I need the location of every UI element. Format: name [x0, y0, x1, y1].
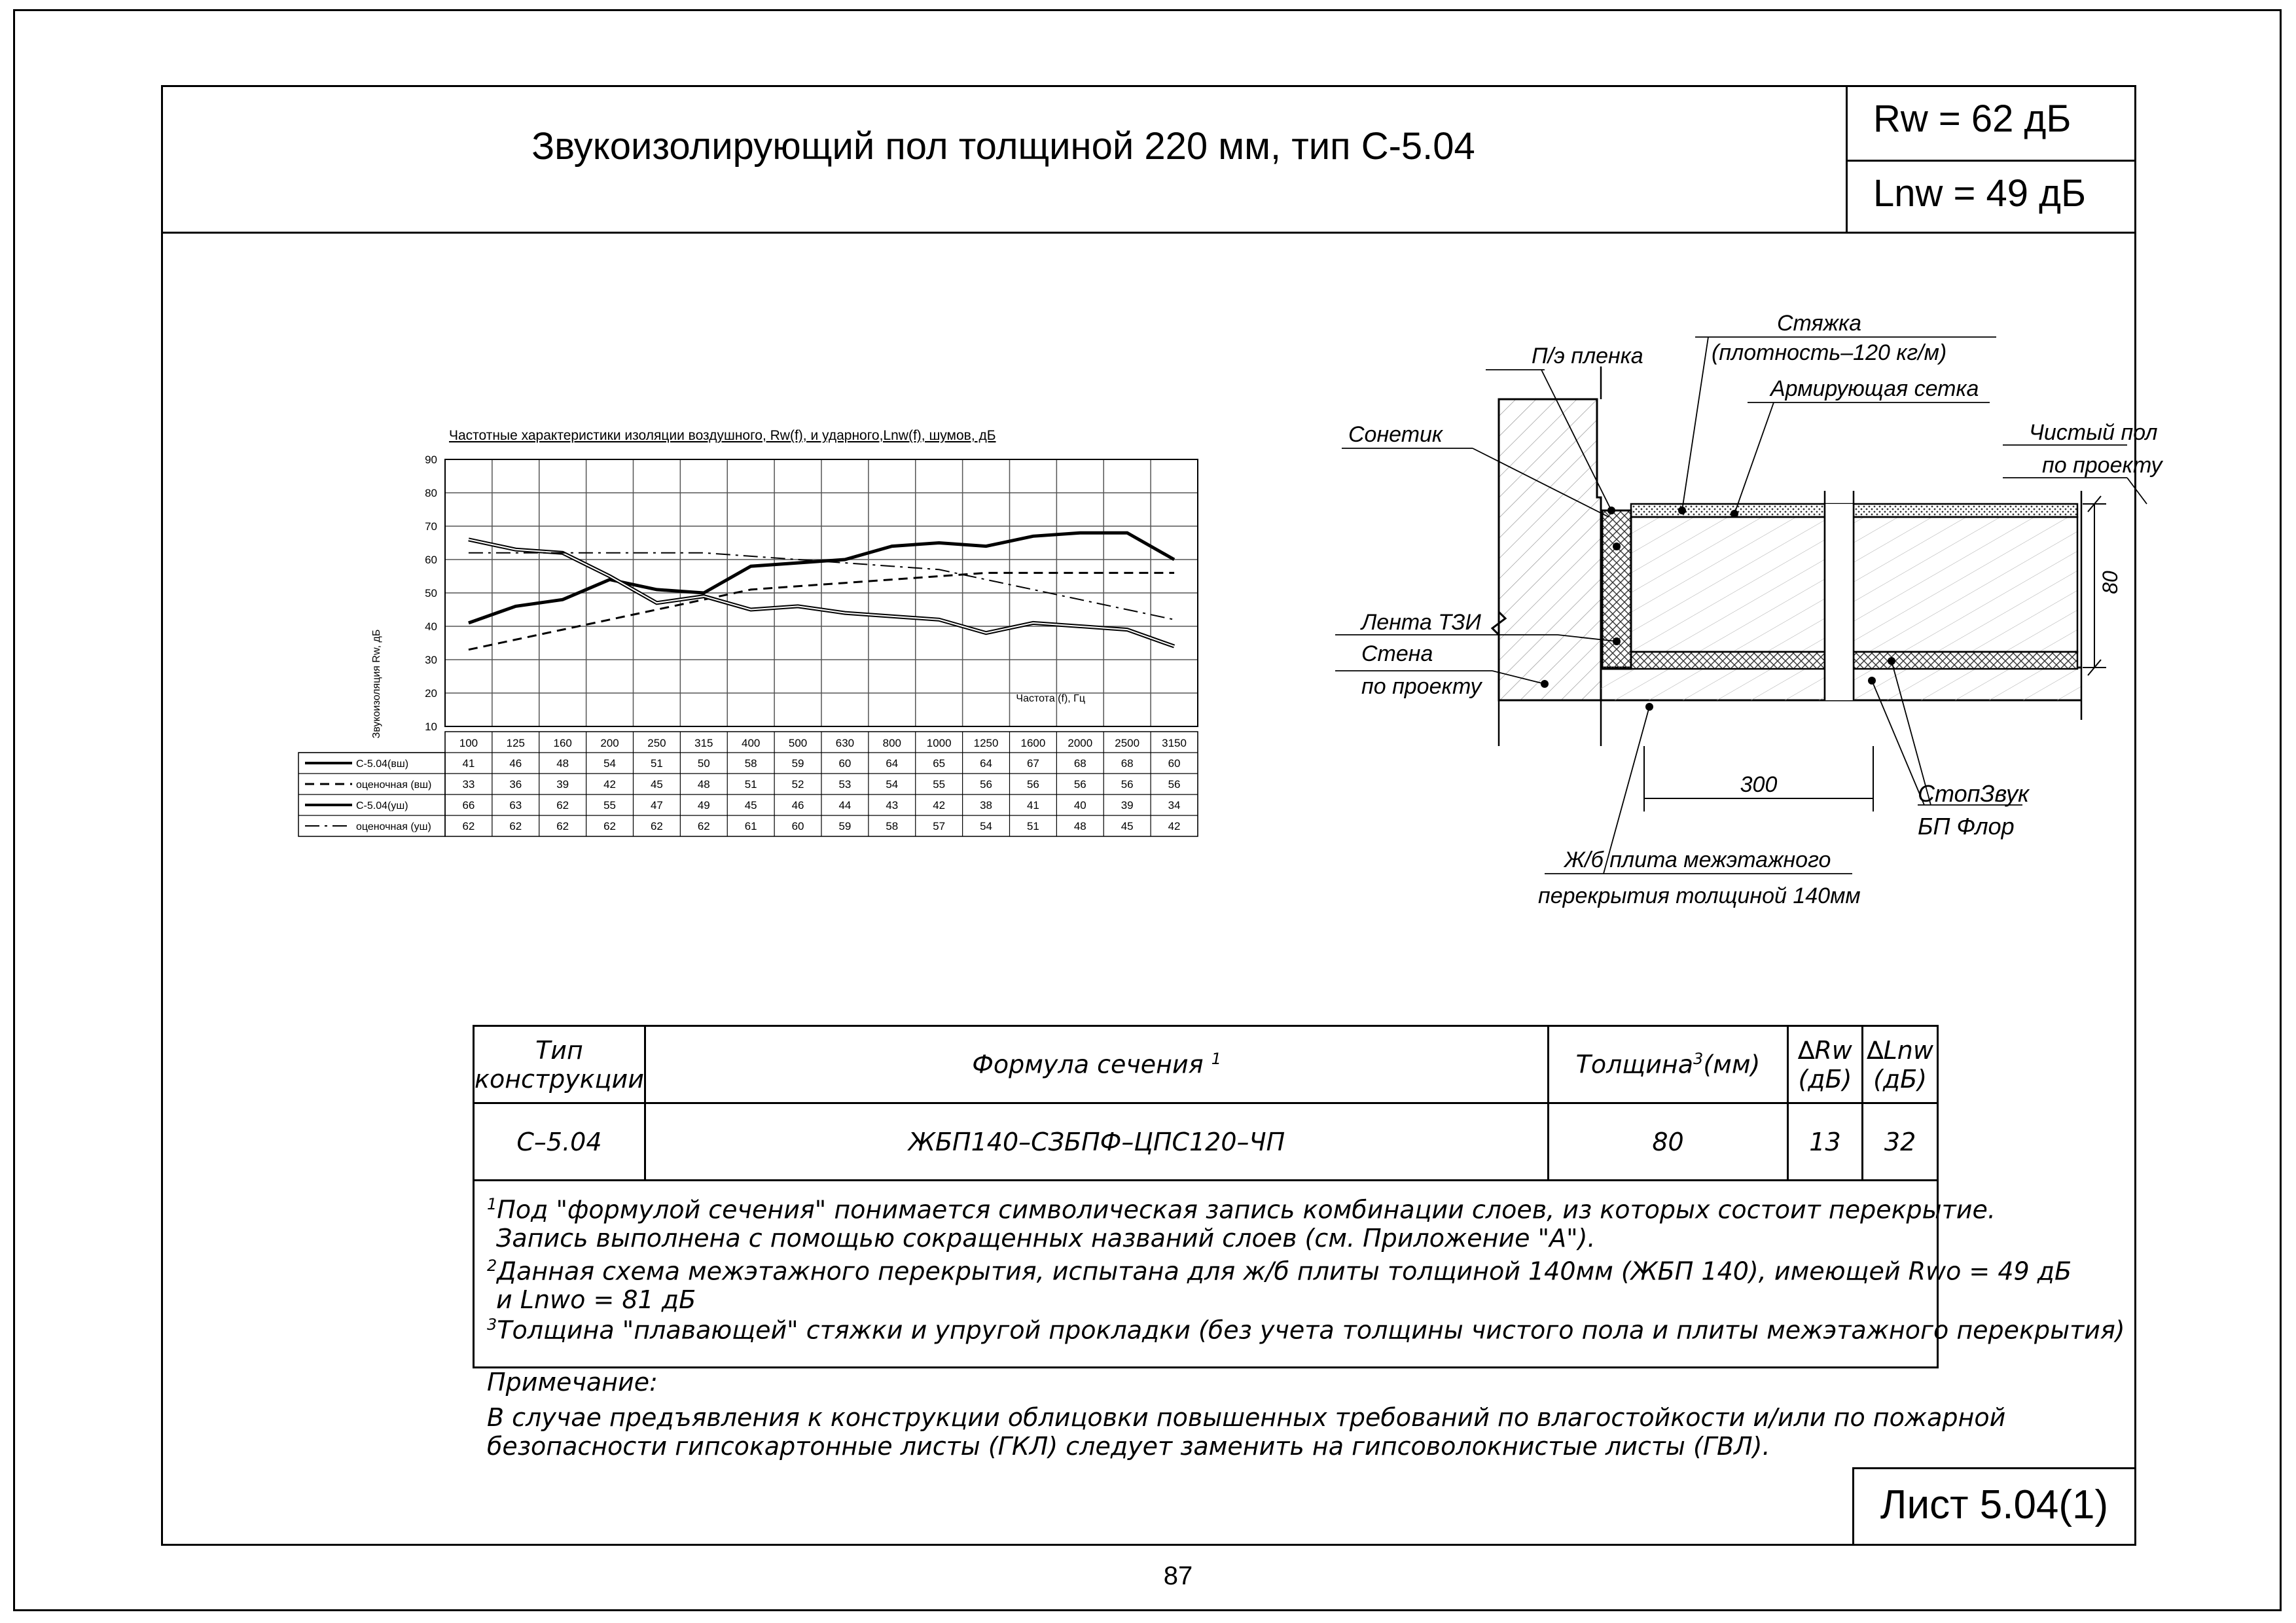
data-label: 60	[838, 757, 852, 770]
y-tick-label: 50	[425, 587, 437, 599]
data-label: 40	[1073, 799, 1086, 812]
data-label: 62	[509, 820, 522, 832]
data-label: 39	[556, 778, 569, 791]
col-drw-header-line1: ∆Rw	[1797, 1035, 1852, 1065]
footnote-3-text: Толщина "плавающей" стяжки и упругой прокладки (без учета толщины чистого пола и плиты межэтажного перекрытия)	[497, 1315, 2125, 1345]
page-title: Звукоизолирующий пол толщиной 220 мм, тип С-5.04	[531, 125, 1475, 168]
x-tick-label: 500	[788, 737, 808, 749]
x-tick-label: 100	[459, 737, 478, 749]
data-label: 68	[1121, 757, 1134, 770]
x-tick-label: 315	[694, 737, 713, 749]
footnote-1-sup: 1	[487, 1195, 497, 1213]
data-label: 45	[744, 799, 757, 812]
legend-label-1: С-5.04(вш)	[356, 758, 409, 770]
x-tick-label: 1250	[973, 737, 999, 749]
page-number: 87	[1163, 1561, 1193, 1590]
data-label: 45	[1121, 820, 1134, 832]
data-label: 56	[1026, 778, 1039, 791]
data-label: 50	[697, 757, 710, 770]
y-tick-label: 70	[425, 520, 437, 533]
data-label: 48	[556, 757, 569, 770]
footnote-2-sup: 2	[487, 1257, 497, 1275]
wall-section	[1492, 399, 1601, 700]
data-label: 41	[1026, 799, 1039, 812]
y-tick-label: 80	[425, 487, 437, 499]
x-tick-label: 800	[882, 737, 901, 749]
table-row	[474, 1103, 1938, 1181]
data-label: 42	[1168, 820, 1181, 832]
note-line-2: безопасности гипсокартонные листы (ГКЛ) следует заменить на гипсоволокнистые листы (ГВЛ).	[487, 1432, 1770, 1461]
x-tick-label: 125	[506, 737, 525, 749]
data-label: 46	[509, 757, 522, 770]
data-label: 62	[556, 820, 569, 832]
header-divider	[161, 232, 2136, 234]
label-sonetik: Сонетик	[1348, 422, 1443, 447]
label-mesh: Армирующая сетка	[1770, 376, 1979, 401]
x-tick-label: 2000	[1067, 737, 1093, 749]
data-label: 64	[886, 757, 899, 770]
data-label: 49	[697, 799, 710, 812]
x-tick-label: 1000	[926, 737, 952, 749]
data-label: 57	[933, 820, 946, 832]
data-label: 33	[462, 778, 475, 791]
rw-lnw-divider	[1846, 160, 2136, 162]
data-label: 62	[556, 799, 569, 812]
data-label: 59	[791, 757, 804, 770]
data-label: 56	[1073, 778, 1086, 791]
data-label: 41	[462, 757, 475, 770]
y-tick-label: 10	[425, 721, 437, 733]
chart-grid	[445, 459, 1198, 726]
footnote-1-text: Под "формулой сечения" понимается символическая запись комбинации слоев, из которых состоит перекрытие.	[497, 1195, 1996, 1224]
data-label: 63	[509, 799, 522, 812]
data-label: 58	[886, 820, 899, 832]
data-label: 62	[650, 820, 663, 832]
x-tick-label: 400	[742, 737, 761, 749]
col-drw-header-line2: (дБ)	[1798, 1064, 1852, 1094]
footnote-2-text: Данная схема межэтажного перекрытия, испытана для ж/б плиты толщиной 140мм (ЖБП 140), имеющей Rwo = 49 дБ	[497, 1257, 2072, 1286]
data-label: 56	[980, 778, 993, 791]
chart-title: Частотные характеристики изоляции воздушного, Rw(f), и ударного,Lnw(f), шумов, дБ	[449, 428, 996, 443]
data-label: 39	[1121, 799, 1134, 812]
label-slab-2: перекрытия толщиной 140мм	[1538, 883, 1861, 908]
label-slab-1: Ж/б плита межэтажного	[1564, 847, 1831, 872]
data-label: 51	[650, 757, 663, 770]
cell-thickness: 80	[1549, 1103, 1787, 1181]
label-pe-film: П/э пленка	[1532, 344, 1643, 368]
x-tick-label: 200	[600, 737, 619, 749]
data-label: 55	[603, 799, 617, 812]
data-label: 54	[980, 820, 993, 832]
lnw-value: Lnw = 49 дБ	[1873, 172, 2087, 215]
data-label: 66	[462, 799, 475, 812]
cell-type: С–5.04	[474, 1103, 645, 1181]
label-finish-floor-2: по проекту	[2042, 453, 2162, 478]
col-formula-header	[645, 1026, 1548, 1103]
data-label: 43	[886, 799, 899, 812]
data-label: 62	[462, 820, 475, 832]
data-label: 62	[697, 820, 710, 832]
dim-80-label: 80	[2098, 571, 2122, 594]
label-tape: Лента ТЗИ	[1361, 610, 1481, 635]
data-label: 34	[1168, 799, 1181, 812]
col-formula-header-sup: 1	[1211, 1050, 1221, 1069]
y-tick-label: 60	[425, 554, 437, 566]
col-dlnw-header-line2: (дБ)	[1873, 1064, 1928, 1094]
label-wall-2: по проекту	[1361, 674, 1482, 699]
data-label: 46	[791, 799, 804, 812]
data-label: 48	[1073, 820, 1086, 832]
data-label: 58	[744, 757, 757, 770]
data-label: 60	[1168, 757, 1181, 770]
col-thickness-header-text: Толщина	[1575, 1050, 1694, 1079]
note-heading: Примечание:	[487, 1368, 658, 1397]
data-label: 54	[886, 778, 899, 791]
y-tick-label: 90	[425, 454, 437, 466]
data-label: 56	[1121, 778, 1134, 791]
label-wall-1: Стена	[1361, 641, 1433, 666]
col-drw-header	[1787, 1026, 1862, 1103]
col-thickness-header	[1549, 1026, 1787, 1103]
y-tick-label: 30	[425, 654, 437, 666]
chart-data-table	[298, 732, 1198, 836]
col-dlnw-header	[1863, 1026, 1938, 1103]
data-label: 42	[933, 799, 946, 812]
data-label: 59	[838, 820, 852, 832]
header-vertical-divider	[1846, 85, 1848, 233]
label-stopzvuk-2: БП Флор	[1918, 813, 2015, 840]
footnote-1-line-1	[487, 1195, 1996, 1224]
col-type-header	[474, 1026, 645, 1103]
data-label: 55	[933, 778, 946, 791]
label-stopzvuk-1: СтопЗвук	[1918, 780, 2030, 807]
col-thickness-header-sup: 3	[1693, 1050, 1704, 1069]
data-label: 44	[838, 799, 852, 812]
footnote-3-line-1	[487, 1315, 2125, 1345]
data-label: 51	[744, 778, 757, 791]
data-label: 67	[1026, 757, 1039, 770]
label-finish-floor-1: Чистый пол	[2029, 420, 2158, 445]
floor-section-drawing	[1342, 288, 2162, 916]
y-tick-label: 40	[425, 620, 437, 633]
x-tick-label: 160	[553, 737, 572, 749]
footnote-1-line-2: Запись выполнена с помощью сокращенных названий слоев (см. Приложение "А").	[496, 1224, 1596, 1253]
footnote-3-sup: 3	[487, 1315, 497, 1334]
label-density: (плотность–120 кг/м)	[1712, 340, 1947, 365]
data-label: 54	[603, 757, 617, 770]
label-screed: Стяжка	[1777, 311, 1862, 336]
data-label: 60	[791, 820, 804, 832]
cell-drw: 13	[1787, 1103, 1862, 1181]
legend-label-4: оценочная (уш)	[356, 821, 431, 832]
legend-label-2: оценочная (вш)	[356, 779, 432, 791]
col-formula-header-text: Формула сечения	[972, 1050, 1204, 1079]
x-tick-label: 250	[647, 737, 666, 749]
data-label: 53	[838, 778, 852, 791]
col-dlnw-header-line1: ∆Lnw	[1867, 1035, 1933, 1065]
footnote-2-line-2: и Lnwo = 81 дБ	[496, 1285, 696, 1314]
data-label: 61	[744, 820, 757, 832]
rw-value: Rw = 62 дБ	[1873, 98, 2072, 140]
chart-y-ticks	[425, 454, 437, 733]
data-label: 51	[1026, 820, 1039, 832]
chart-xlabel: Частота (f), Гц	[1016, 693, 1085, 704]
data-label: 65	[933, 757, 946, 770]
note-line-1: В случае предъявления к конструкции облицовки повышенных требований по влагостойкости и/или по пожарной	[487, 1403, 2006, 1432]
x-tick-label: 3150	[1162, 737, 1187, 749]
legend-label-3: С-5.04(уш)	[356, 800, 408, 812]
data-label: 48	[697, 778, 710, 791]
data-label: 56	[1168, 778, 1181, 791]
y-tick-label: 20	[425, 687, 437, 700]
sheet-number: Лист 5.04(1)	[1880, 1482, 2109, 1527]
data-label: 38	[980, 799, 993, 812]
data-label: 42	[603, 778, 617, 791]
cell-dlnw: 32	[1863, 1103, 1938, 1181]
x-tick-label: 2500	[1115, 737, 1140, 749]
data-label: 52	[791, 778, 804, 791]
cell-formula: ЖБП140–СЗБПФ–ЦПС120–ЧП	[645, 1103, 1548, 1181]
footnote-2-line-1	[487, 1257, 2072, 1286]
chart-ylabel: Звукоизоляция Rw, дБ	[371, 629, 382, 739]
col-type-header-line2: конструкции	[475, 1064, 644, 1094]
x-tick-label: 1600	[1020, 737, 1046, 749]
data-label: 45	[650, 778, 663, 791]
data-label: 47	[650, 799, 663, 812]
dim-300-label: 300	[1740, 772, 1778, 797]
col-type-header-line1: Тип	[535, 1035, 583, 1065]
data-label: 62	[603, 820, 617, 832]
data-label: 64	[980, 757, 993, 770]
data-label: 36	[509, 778, 522, 791]
frequency-chart	[288, 419, 1217, 851]
x-tick-label: 630	[835, 737, 855, 749]
data-label: 68	[1073, 757, 1086, 770]
col-thickness-header-unit: (мм)	[1703, 1050, 1761, 1079]
